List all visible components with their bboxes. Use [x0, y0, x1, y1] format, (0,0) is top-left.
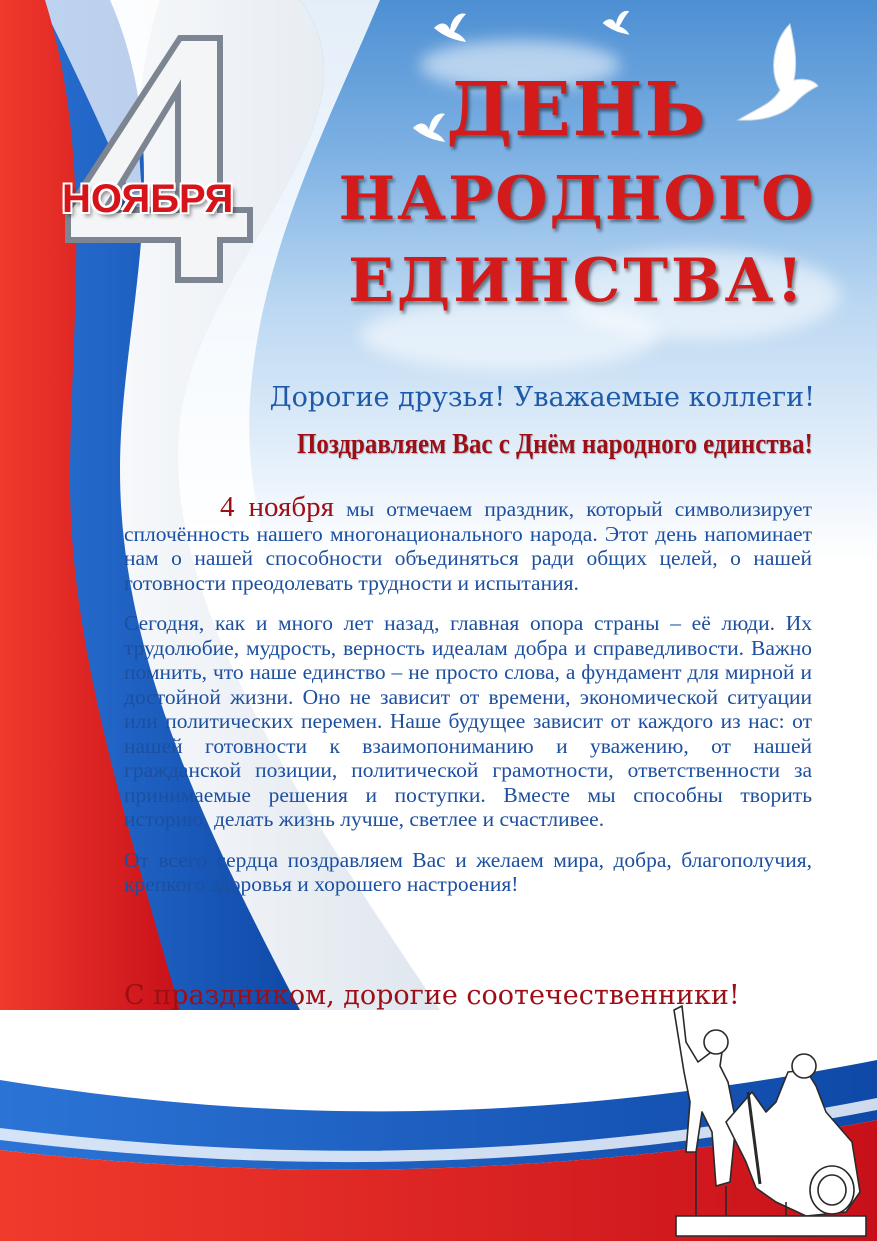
paragraph-3: От всего сердца поздравляем Вас и желаем мира, добра, благополучия, крепкого здоровья и хорошего настроения! — [124, 847, 812, 896]
dove-icon — [598, 8, 634, 38]
dove-icon — [430, 10, 470, 46]
letter-body — [124, 491, 812, 913]
closing-line: С праздником, дорогие соотечественники! — [124, 980, 740, 1011]
greeting-heading: Дорогие друзья! Уважаемые коллеги! — [269, 382, 815, 413]
paragraph-date: 4 ноября — [220, 491, 334, 523]
date-number-graphic — [60, 30, 260, 290]
monument-illustration — [656, 1002, 870, 1238]
page-title — [317, 62, 837, 322]
title-line-1: ДЕНЬ — [446, 67, 708, 153]
date-month-label: НОЯБРЯ — [62, 177, 234, 221]
paragraph-1 — [124, 491, 812, 595]
congratulation-heading: Поздравляем Вас с Днём народного единства! — [297, 428, 813, 460]
title-line-3: ЕДИНСТВА! — [348, 246, 806, 316]
paragraph-1-text: мы отмечаем праздник, который символизирует сплочённость нашего многонационального народа. Этот день напоминает нам о нашей способности объединяться ради общих целей, о нашей готовности преодолевать трудности и испытания. — [124, 497, 812, 595]
title-line-2: НАРОДНОГО — [338, 164, 816, 234]
paragraph-2: Сегодня, как и много лет назад, главная опора страны – её люди. Их трудолюбие, мудрость, верность идеалам добра и справедливости. Важно помнить, что наше единство – не просто слова, а фундамент для мирной и достойной жизни. Оно не зависит от времени, экономической ситуации или политических перемен. Наше будущее зависит от каждого из нас: от нашей готовности к взаимопониманию и уважению, от нашей гражданской позиции, политической грамотности, ответственности за принимаемые решения и поступки. Вместе мы способны творить историю, делать жизнь лучше, светлее и счастливее. — [124, 611, 812, 831]
